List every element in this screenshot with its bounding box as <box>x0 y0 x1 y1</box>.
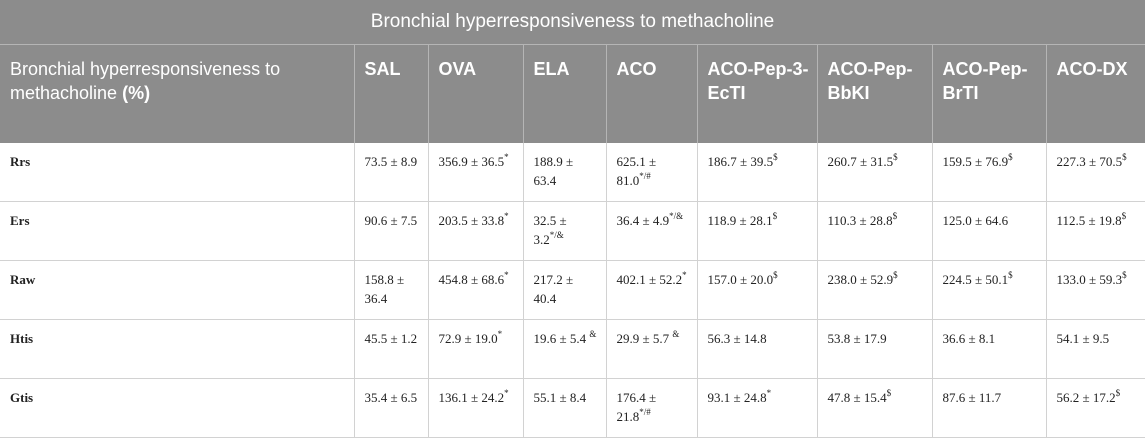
cell-value: 238.0 ± 52.9 <box>827 272 894 287</box>
cell-significance: & <box>672 329 680 339</box>
table-cell <box>697 379 817 438</box>
column-header: ACO-DX <box>1046 45 1145 143</box>
table-cell <box>1046 202 1145 261</box>
cell-value: 118.9 ± 28.1 <box>707 213 773 228</box>
table-cell <box>523 143 606 202</box>
table-cell <box>354 143 428 202</box>
cell-value: 203.5 ± 33.8 <box>438 213 505 228</box>
table-cell <box>606 379 697 438</box>
cell-significance: $ <box>773 151 778 162</box>
cell-significance: */& <box>669 211 684 221</box>
row-header-cell <box>0 45 354 143</box>
cell-significance: * <box>504 151 509 162</box>
cell-significance: $ <box>772 211 778 221</box>
table-cell <box>697 320 817 379</box>
cell-value: 55.1 ± 8.4 <box>533 390 587 405</box>
table-cell <box>817 143 932 202</box>
title-row <box>0 0 1145 45</box>
cell-value: 35.4 ± 6.5 <box>364 390 418 405</box>
table-cell <box>428 379 523 438</box>
cell-significance: $ <box>773 270 778 280</box>
cell-value: 32.5 ± 3.2 <box>533 213 567 247</box>
cell-value: 625.1 ± 81.0 <box>616 153 657 188</box>
table-cell <box>428 261 523 320</box>
table-cell <box>697 202 817 261</box>
row-label: Raw <box>0 261 354 320</box>
row-header-unit: (%) <box>122 83 151 103</box>
cell-significance: * <box>682 270 687 280</box>
table-cell <box>817 261 932 320</box>
table-cell <box>523 261 606 320</box>
table-cell <box>932 261 1046 320</box>
cell-significance: * <box>766 388 772 398</box>
cell-value: 176.4 ± 21.8 <box>616 390 657 424</box>
cell-value: 29.9 ± 5.7 <box>616 331 673 346</box>
cell-significance: * <box>504 388 509 398</box>
table-cell <box>428 320 523 379</box>
column-header: OVA <box>428 45 523 143</box>
table-cell <box>1046 379 1145 438</box>
cell-significance: $ <box>1008 151 1013 162</box>
cell-value: 227.3 ± 70.5 <box>1056 153 1123 169</box>
table-cell <box>428 202 523 261</box>
cell-significance: $ <box>893 151 898 162</box>
cell-value: 224.5 ± 50.1 <box>942 272 1009 287</box>
table-cell <box>606 261 697 320</box>
cell-value: 260.7 ± 31.5 <box>827 153 894 169</box>
cell-value: 54.1 ± 9.5 <box>1056 331 1110 346</box>
table-cell <box>606 143 697 202</box>
cell-value: 157.0 ± 20.0 <box>707 272 774 287</box>
cell-value: 158.8 ± 36.4 <box>364 272 405 306</box>
cell-value: 110.3 ± 28.8 <box>827 213 893 228</box>
cell-value: 136.1 ± 24.2 <box>438 390 505 405</box>
cell-value: 87.6 ± 11.7 <box>942 390 1002 405</box>
cell-value: 19.6 ± 5.4 <box>533 331 590 346</box>
cell-value: 402.1 ± 52.2 <box>616 272 683 287</box>
cell-value: 112.5 ± 19.8 <box>1056 213 1122 228</box>
table-title: Bronchial hyperresponsiveness to methacholine <box>0 0 1145 45</box>
column-header: SAL <box>354 45 428 143</box>
table-cell <box>1046 143 1145 202</box>
cell-value: 93.1 ± 24.8 <box>707 390 767 405</box>
cell-value: 356.9 ± 36.5 <box>438 153 505 169</box>
cell-significance: * <box>504 270 509 280</box>
column-header: ACO-Pep-BrTI <box>932 45 1046 143</box>
cell-significance: & <box>589 329 597 339</box>
cell-value: 56.2 ± 17.2 <box>1056 390 1116 405</box>
column-header: ACO-Pep-BbKI <box>817 45 932 143</box>
column-header: ACO-Pep-3-EcTI <box>697 45 817 143</box>
cell-significance: $ <box>886 388 892 398</box>
cell-significance: */& <box>549 230 564 240</box>
table-row <box>0 261 1145 320</box>
table-cell <box>932 320 1046 379</box>
table-cell <box>817 320 932 379</box>
row-label: Htis <box>0 320 354 379</box>
cell-value: 73.5 ± 8.9 <box>364 153 418 169</box>
table-cell <box>523 379 606 438</box>
table-cell <box>817 379 932 438</box>
table-cell <box>1046 320 1145 379</box>
cell-value: 159.5 ± 76.9 <box>942 153 1009 169</box>
cell-value: 186.7 ± 39.5 <box>707 153 774 169</box>
table-row <box>0 379 1145 438</box>
cell-significance: $ <box>893 270 898 280</box>
table-cell <box>523 202 606 261</box>
table-cell <box>932 202 1046 261</box>
header-row <box>0 45 1145 143</box>
table-cell <box>817 202 932 261</box>
row-label: Rrs <box>0 143 354 202</box>
table-cell <box>523 320 606 379</box>
column-header: ACO <box>606 45 697 143</box>
cell-value: 90.6 ± 7.5 <box>364 213 418 228</box>
row-header-label: Bronchial hyperresponsiveness to methacholine <box>10 59 281 103</box>
cell-significance: */# <box>639 407 651 417</box>
table-cell <box>697 143 817 202</box>
table-cell <box>354 320 428 379</box>
cell-significance: */# <box>639 170 651 181</box>
table-row <box>0 202 1145 261</box>
cell-significance: $ <box>892 211 898 221</box>
table-cell <box>606 320 697 379</box>
cell-significance: * <box>504 211 509 221</box>
cell-value: 47.8 ± 15.4 <box>827 390 887 405</box>
cell-value: 133.0 ± 59.3 <box>1056 272 1123 287</box>
cell-value: 217.2 ± 40.4 <box>533 272 574 306</box>
table-cell <box>932 379 1046 438</box>
table-cell <box>354 202 428 261</box>
table-cell <box>606 202 697 261</box>
table-cell <box>354 261 428 320</box>
table-body <box>0 143 1145 438</box>
table-cell <box>1046 261 1145 320</box>
cell-value: 188.9 ± 63.4 <box>533 153 574 188</box>
column-header: ELA <box>523 45 606 143</box>
table-row <box>0 143 1145 202</box>
cell-significance: $ <box>1122 270 1127 280</box>
table-cell <box>697 261 817 320</box>
cell-value: 125.0 ± 64.6 <box>942 213 1009 228</box>
cell-value: 36.4 ± 4.9 <box>616 213 670 228</box>
table-row <box>0 320 1145 379</box>
cell-significance: $ <box>1122 151 1127 162</box>
cell-value: 72.9 ± 19.0 <box>438 331 498 346</box>
cell-value: 53.8 ± 17.9 <box>827 331 887 346</box>
table-cell <box>354 379 428 438</box>
cell-significance: $ <box>1008 270 1013 280</box>
cell-significance: * <box>497 329 503 339</box>
cell-value: 454.8 ± 68.6 <box>438 272 505 287</box>
row-label: Gtis <box>0 379 354 438</box>
table-cell <box>428 143 523 202</box>
cell-significance: $ <box>1115 388 1121 398</box>
cell-significance: $ <box>1121 211 1127 221</box>
cell-value: 45.5 ± 1.2 <box>364 331 418 346</box>
table-cell <box>932 143 1046 202</box>
cell-value: 56.3 ± 14.8 <box>707 331 767 346</box>
cell-value: 36.6 ± 8.1 <box>942 331 996 346</box>
row-label: Ers <box>0 202 354 261</box>
